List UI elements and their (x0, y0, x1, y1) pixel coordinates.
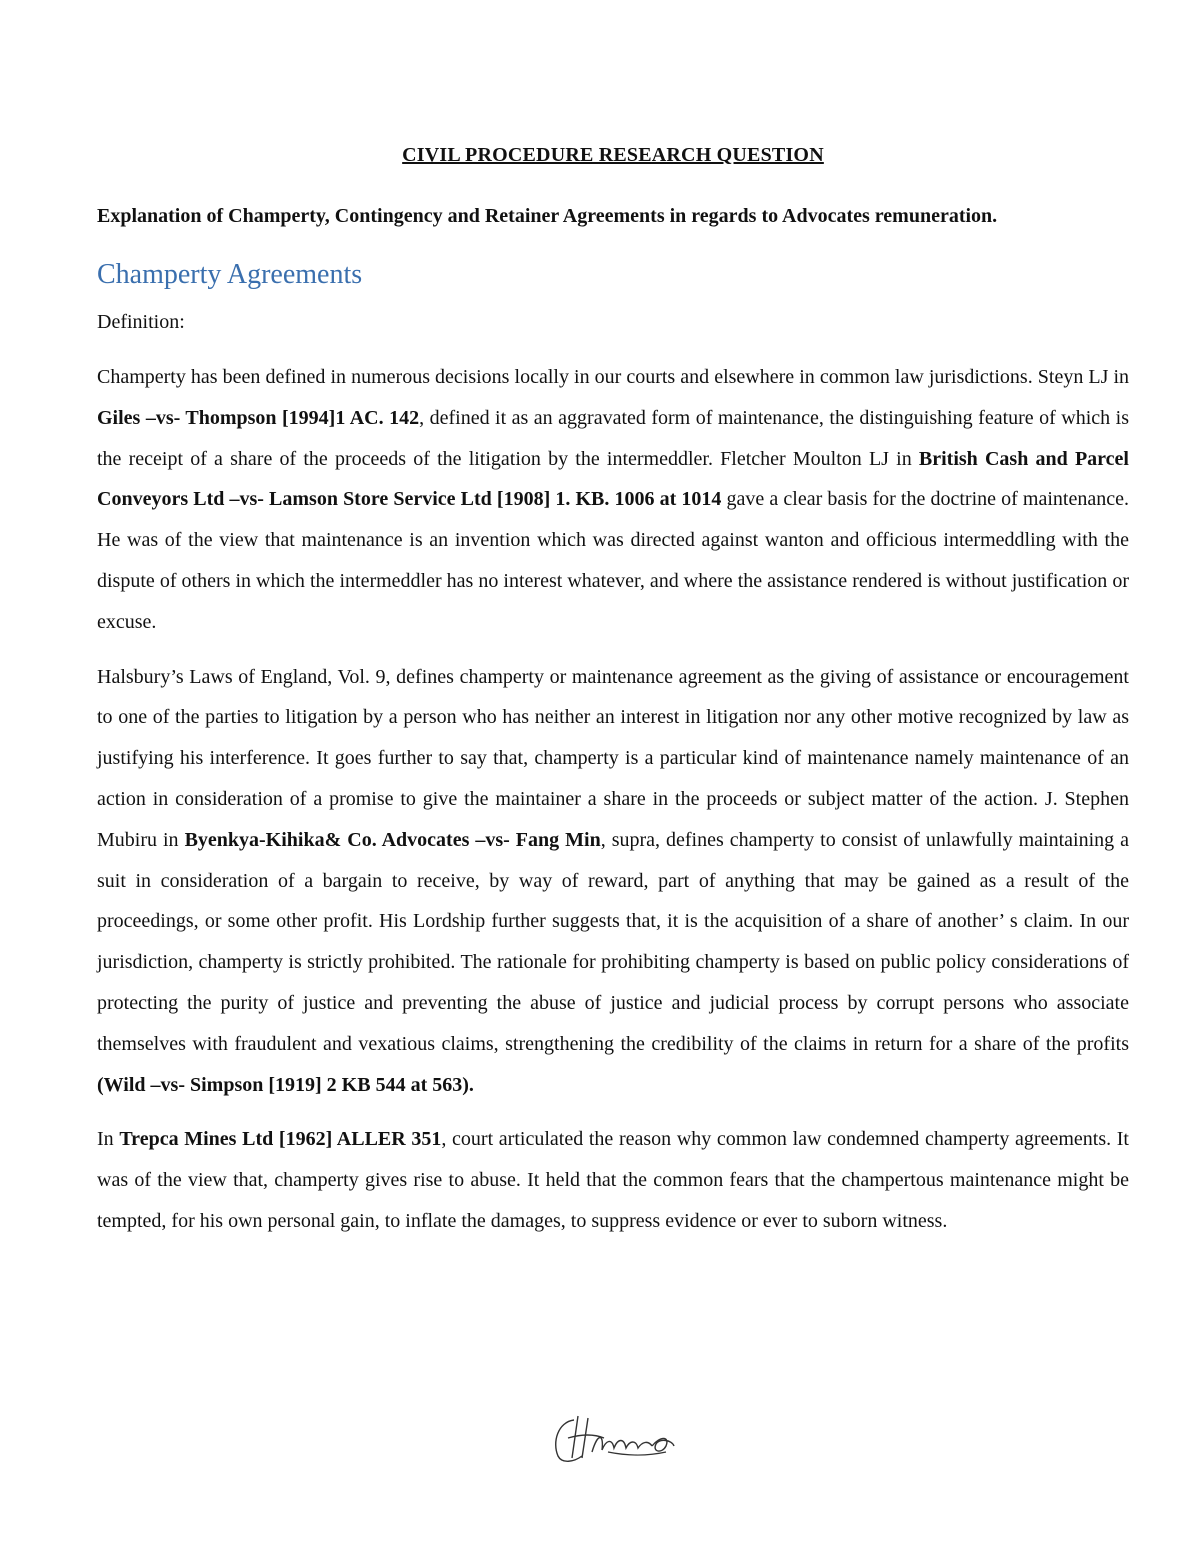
case-citation-byenkya: Byenkya-Kihika& Co. Advocates –vs- Fang Min (184, 828, 601, 851)
case-citation-trepca: Trepca Mines Ltd [1962] ALLER 351 (119, 1128, 442, 1151)
paragraph-2-text-2: , supra, defines champerty to consist of unlawfully maintaining a suit in consideration of a bargain to receive, by way of reward, part of anything that may be gained as a result of the proceedings, or some other profit. His Lordship further suggests that, it is the acquisition of a share of another’ s claim. In our jurisdiction, champerty is strictly prohibited. The rationale for prohibiting champerty is based on public policy considerations of protecting the purity of justice and preventing the abuse of justice and judicial process by corrupt persons who associate themselves with fraudulent and vexatious claims, strengthening the credibility of the claims in return for a share of the profits (97, 828, 1129, 1055)
paragraph-3-text-2: , court articulated the reason why common law condemned champerty agreements. It was of the view that, champerty gives rise to abuse. It held that the common fears that the champertous maintenance might be tempted, for his own personal gain, to inflate the damages, to suppress evidence or ever to suborn witness. (97, 1128, 1129, 1232)
document-title: CIVIL PROCEDURE RESEARCH QUESTION (402, 144, 824, 166)
paragraph-2-text-1: Halsbury’s Laws of England, Vol. 9, defines champerty or maintenance agreement as the giving of assistance or encouragement to one of the parties to litigation by a person who has neither an interest in litigation nor any other motive recognized by law as justifying his interference. It goes further to say that, champerty is a particular kind of maintenance namely maintenance of an action in consideration of a promise to give the maintainer a share in the proceeds or subject matter of the action. J. Stephen Mubiru in (97, 665, 1129, 851)
case-citation-wild: (Wild –vs- Simpson [1919] 2 KB 544 at 563). (97, 1073, 474, 1096)
case-citation-giles: Giles –vs- Thompson [1994]1 AC. 142 (97, 406, 420, 429)
paragraph-1-text-3: gave a clear basis for the doctrine of maintenance. He was of the view that maintenance is an invention which was directed against wanton and officious intermeddling with the dispute of others in which the intermeddler has no interest whatever, and where the assistance rendered is without justification or excuse. (97, 488, 1129, 633)
paragraph-3-text-1: In (97, 1128, 120, 1151)
document-subtitle: Explanation of Champerty, Contingency and Retainer Agreements in regards to Advocates remuneration. (97, 205, 998, 227)
document-page (97, 140, 1129, 1256)
paragraph-3 (97, 1119, 1129, 1241)
paragraph-1-text-2: , defined it as an aggravated form of maintenance, the distinguishing feature of which is the receipt of a share of the proceeds of the litigation by the intermeddler. Fletcher Moulton LJ in (97, 406, 1130, 470)
paragraph-1-text-1: Champerty has been defined in numerous decisions locally in our courts and elsewhere in common law jurisdictions. Steyn LJ in (97, 366, 1129, 388)
paragraph-1 (97, 357, 1129, 643)
paragraph-2 (97, 657, 1129, 1106)
section-heading: Champerty Agreements (97, 259, 363, 290)
handwritten-signature (548, 1412, 678, 1468)
case-citation-british-cash: British Cash and Parcel Conveyors Ltd –vs- Lamson Store Service Ltd [1908] 1. KB. 1006 at 1014 (97, 447, 1129, 511)
definition-label: Definition: (97, 311, 185, 333)
